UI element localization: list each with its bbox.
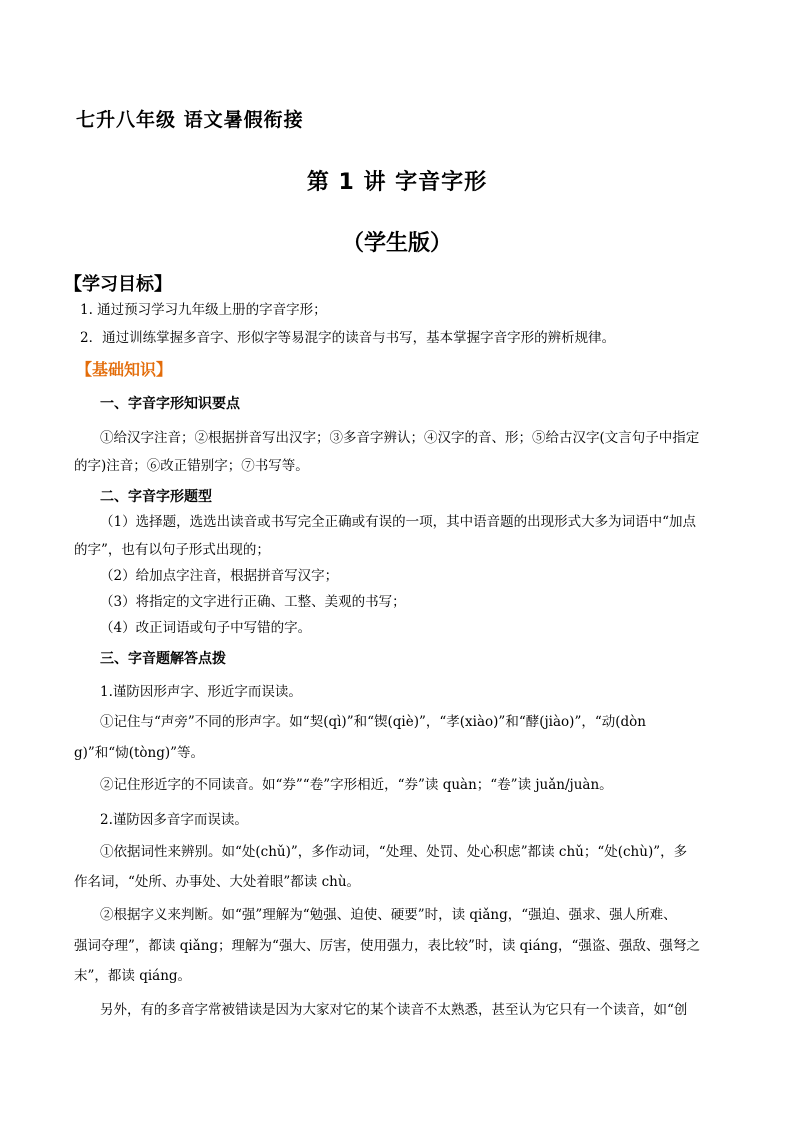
part2-title: 二、字音字形题型 [100,489,212,505]
paragraph-line: 的字)注音；⑥改正错别字；⑦书写等。 [74,458,309,474]
paragraph-line: 的字”，也有以句子形式出现的； [74,542,270,558]
paragraph-line: ②根据字义来判断。如“强”理解为“勉强、迫使、硬要”时，读 qiǎng，“强迫、强求、强人所难、 [100,907,677,923]
paragraph-line: 强词夺理”，都读 qiǎng；理解为“强大、厉害，使用强力，表比较”时，读 qiáng，“强盗、强敌、强弩之 [74,938,700,954]
paragraph-line: 另外，有的多音字常被错读是因为大家对它的某个读音不太熟悉，甚至认为它只有一个读音，如“创 [100,1002,688,1018]
paragraph-line: 作名词，“处所、办事处、大处着眼”都读 chù。 [74,874,361,890]
objective-item: 1. 通过预习学习九年级上册的字音字形； [80,302,327,318]
edition-label: （学生版） [341,231,452,256]
paragraph-line: （1）选择题，选选出读音或书写完全正确或有误的一项，其中语音题的出现形式大多为词语中“加点 [100,514,696,530]
paragraph-line: ①给汉字注音；②根据拼音写出汉字；③多音字辨认；④汉字的音、形；⑤给古汉字(文言句子中指定 [100,430,700,446]
basics-heading: 【基础知识】 [76,360,173,379]
paragraph-line: ①记住与“声旁”不同的形声字。如“契(qì)”和“锲(qiè)”，“孝(xiào)”和“酵(jiào)”，“动(dòn [100,714,646,730]
paragraph-line: ②记住形近字的不同读音。如“券”“卷”字形相近，“券”读 quàn；“卷”读 juǎn/juàn。 [100,777,613,793]
objective-item: 2．通过训练掌握多音字、形似字等易混字的读音与书写，基本掌握字音字形的辨析规律。 [80,330,616,346]
part3-title: 三、字音题解答点拨 [100,651,226,667]
paragraph-line: ①依据词性来辨别。如“处(chǔ)”，多作动词，“处理、处罚、处心积虑”都读 chǔ；“处(chù)”，多 [100,844,688,860]
paragraph-line: 末”，都读 qiáng。 [74,968,192,984]
paragraph-line: g)”和“恸(tòng)”等。 [74,745,205,761]
series-title: 七升八年级 语文暑假衔接 [76,109,304,131]
paragraph-line: 2.谨防因多音字而误读。 [100,812,248,828]
paragraph-line: （3）将指定的文字进行正确、工整、美观的书写； [100,594,406,610]
objectives-heading: 【学习目标】 [64,274,172,295]
part1-title: 一、字音字形知识要点 [100,396,240,412]
paragraph-line: （4）改正词语或句子中写错的字。 [100,620,312,636]
paragraph-line: 1.谨防因形声字、形近字而误读。 [100,684,302,700]
paragraph-line: （2）给加点字注音，根据拼音写汉字； [100,568,339,584]
lecture-title: 第 1 讲 字音字形 [306,170,488,195]
